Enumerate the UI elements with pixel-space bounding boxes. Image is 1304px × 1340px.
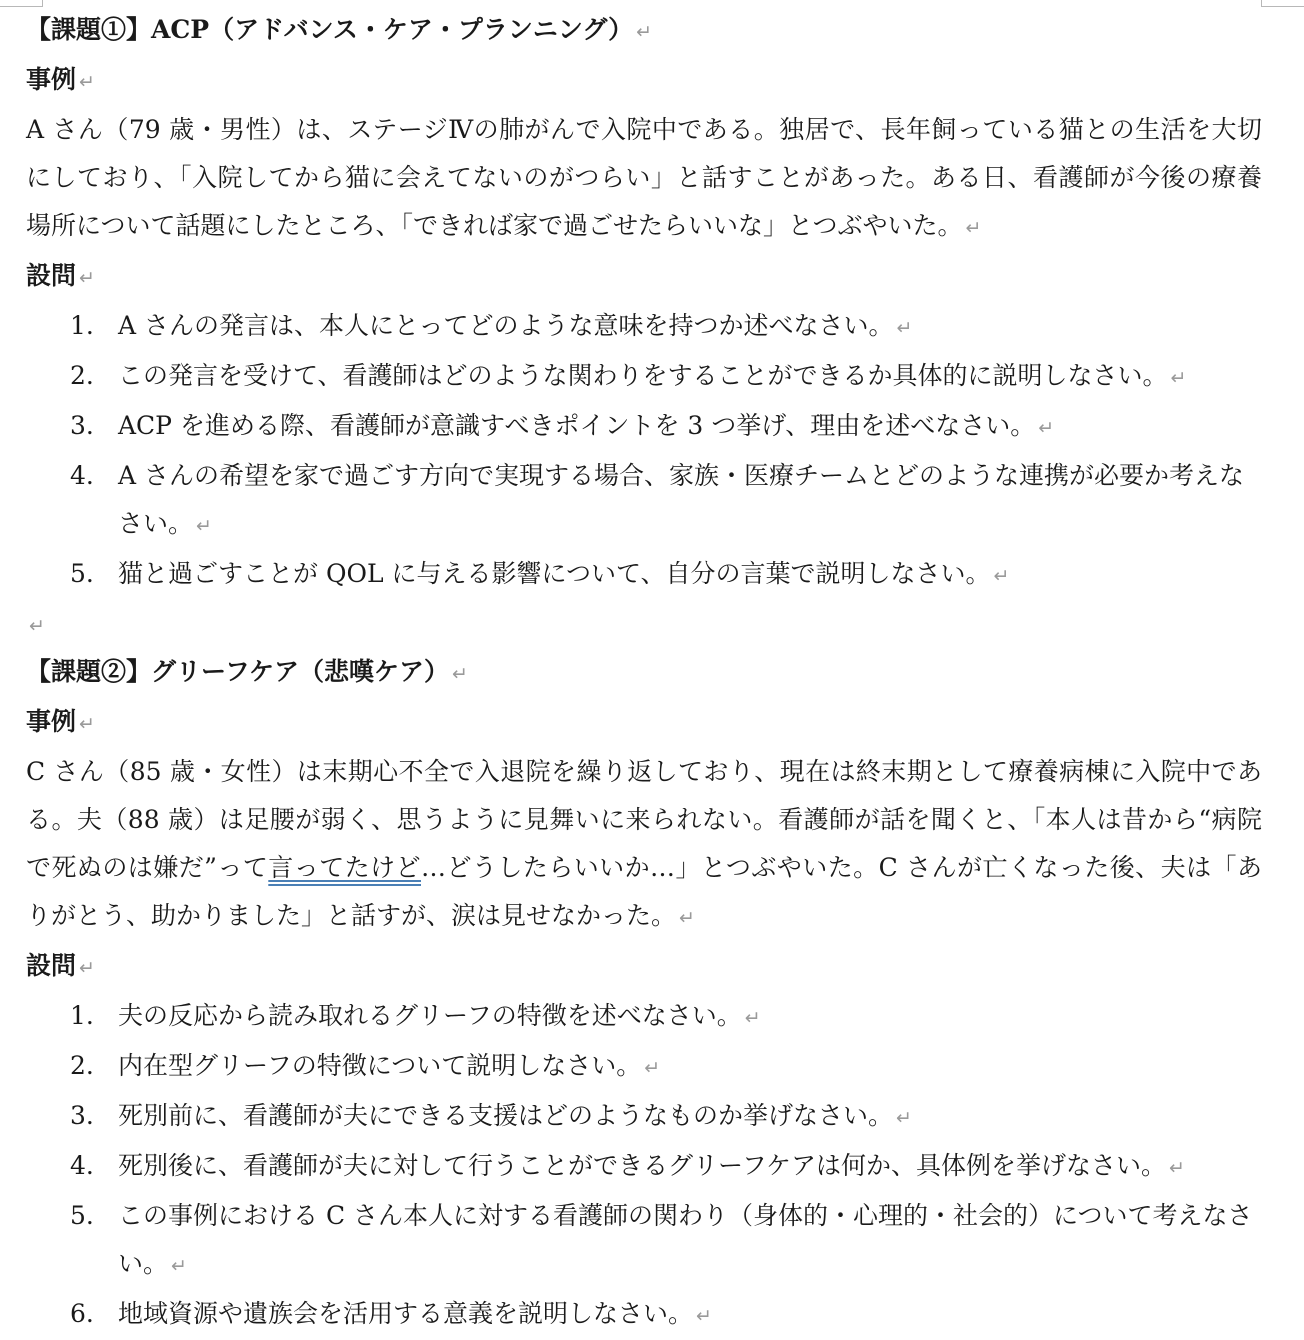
paragraph-mark-icon: ↵ (896, 317, 913, 339)
task1-question-list (26, 302, 1266, 600)
list-item[interactable]: 4. A さんの希望を家で過ごす方向で実現する場合、家族・医療チームとどのような連携が必要か考えなさい。 ↵ (26, 452, 1262, 550)
list-number: 3. (70, 411, 94, 440)
task2-question-list (26, 992, 1266, 1340)
paragraph-mark-icon: ↵ (196, 515, 212, 537)
paragraph-mark-icon: ↵ (29, 615, 45, 637)
list-item[interactable]: 5. この事例における C さん本人に対する看護師の関わり（身体的・心理的・社会的）について考えなさい。 ↵ (26, 1192, 1262, 1290)
paragraph-mark-icon: ↵ (79, 71, 95, 93)
list-number: 5. (70, 559, 94, 588)
paragraph-mark-icon: ↵ (1170, 367, 1187, 389)
page-corner-mark-right (1261, 0, 1304, 7)
task2-title[interactable]: 【課題②】グリーフケア（悲嘆ケア） ↵ (26, 657, 468, 686)
paragraph-mark-icon: ↵ (79, 957, 95, 979)
task2-case-heading[interactable]: 事例 ↵ (26, 707, 95, 736)
paragraph-mark-icon: ↵ (744, 1007, 761, 1029)
paragraph-mark-icon: ↵ (79, 267, 95, 289)
task1-case-text[interactable]: A さん（79 歳・男性）は、ステージⅣの肺がんで入院中である。独居で、長年飼っている猫との生活を大切にしており、「入院してから猫に会えてないのがつらい」と話すことがあった。ある日、看護師が今後の療養場所について話題にしたところ、「できれば家で過ごせたらいいな」とつぶやいた。 ↵ (26, 115, 1262, 240)
list-item[interactable]: 4. 死別後に、看護師が夫に対して行うことができるグリーフケアは何か、具体例を挙げなさい。 ↵ (26, 1142, 1262, 1192)
list-number: 6. (70, 1299, 94, 1328)
list-number: 2. (70, 361, 94, 390)
task2-case-text[interactable]: C さん（85 歳・女性）は末期心不全で入退院を繰り返しており、現在は終末期として療養病棟に入院中である。夫（88 歳）は足腰が弱く、思うように見舞いに来られない。看護師が話を聞くと、「本人は昔から“病院で死ぬのは嫌だ”って言ってたけど…どうしたらいいか…」とつぶやいた。C さんが亡くなった後、夫は「ありがとう、助かりました」と話すが、涙は見せなかった。 ↵ (26, 757, 1262, 930)
paragraph-mark-icon: ↵ (965, 217, 982, 239)
paragraph-mark-icon: ↵ (993, 565, 1010, 587)
list-item[interactable]: 1. 夫の反応から読み取れるグリーフの特徴を述べなさい。 ↵ (26, 992, 1262, 1042)
list-number: 3. (70, 1101, 94, 1130)
list-number: 2. (70, 1051, 94, 1080)
paragraph-mark-icon: ↵ (1169, 1157, 1185, 1179)
list-item[interactable]: 2. この発言を受けて、看護師はどのような関わりをすることができるか具体的に説明しなさい。 ↵ (26, 352, 1262, 402)
list-number: 1. (70, 311, 94, 340)
list-item[interactable]: 5. 猫と過ごすことが QOL に与える影響について、自分の言葉で説明しなさい。 ↵ (26, 550, 1262, 600)
paragraph-mark-icon: ↵ (644, 1057, 661, 1079)
task1-question-heading[interactable]: 設問 ↵ (26, 261, 95, 290)
list-number: 5. (70, 1201, 94, 1230)
list-item[interactable]: 3. 死別前に、看護師が夫にできる支援はどのようなものか挙げなさい。 ↵ (26, 1092, 1262, 1142)
list-item[interactable]: 2. 内在型グリーフの特徴について説明しなさい。 ↵ (26, 1042, 1262, 1092)
paragraph-mark-icon: ↵ (79, 713, 95, 735)
paragraph-mark-icon: ↵ (171, 1255, 187, 1277)
document-page[interactable] (26, 6, 1266, 1340)
list-item[interactable]: 6. 地域資源や遺族会を活用する意義を説明しなさい。 ↵ (26, 1290, 1262, 1340)
list-item[interactable]: 3. ACP を進める際、看護師が意識すべきポイントを 3 つ挙げ、理由を述べなさい。 ↵ (26, 402, 1262, 452)
paragraph-mark-icon: ↵ (696, 1305, 712, 1327)
paragraph-mark-icon: ↵ (452, 663, 468, 685)
task1-case-heading[interactable]: 事例 ↵ (26, 65, 95, 94)
list-number: 1. (70, 1001, 94, 1030)
paragraph-mark-icon: ↵ (896, 1107, 912, 1129)
paragraph-mark-icon: ↵ (1038, 417, 1055, 439)
grammar-check-underline[interactable]: 言ってたけど (268, 853, 421, 882)
paragraph-mark-icon: ↵ (679, 907, 695, 929)
task1-title[interactable]: 【課題①】ACP（アドバンス・ケア・プランニング） ↵ (26, 15, 653, 44)
paragraph-mark-icon: ↵ (636, 21, 653, 43)
empty-paragraph[interactable] (26, 600, 1266, 648)
list-item[interactable]: 1. A さんの発言は、本人にとってどのような意味を持つか述べなさい。 ↵ (26, 302, 1262, 352)
list-number: 4. (70, 461, 94, 490)
list-number: 4. (70, 1151, 94, 1180)
task2-question-heading[interactable]: 設問 ↵ (26, 951, 95, 980)
